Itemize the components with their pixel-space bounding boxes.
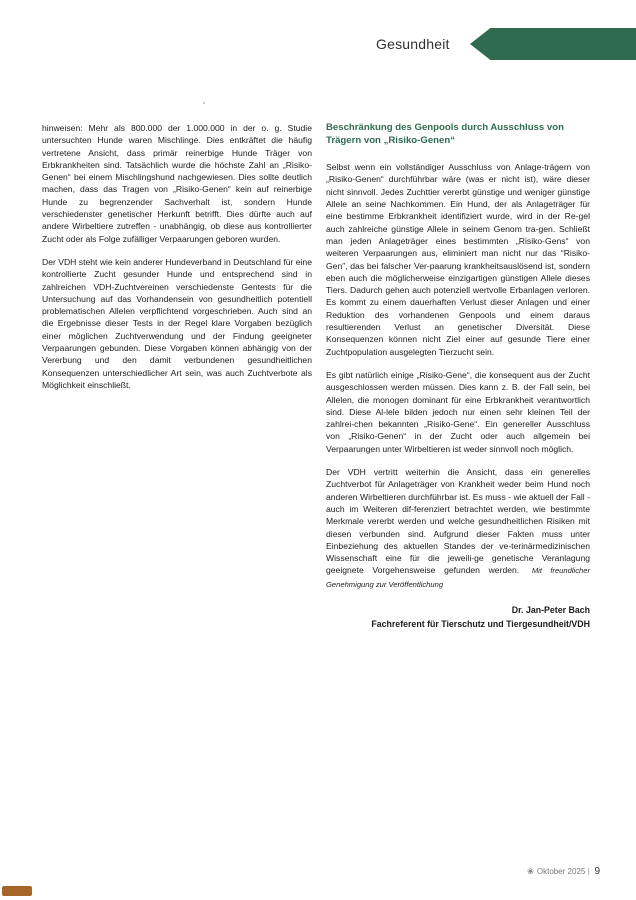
right-paragraph-3 bbox=[326, 466, 590, 591]
paw-icon: ❀ bbox=[527, 867, 534, 876]
section-header-band bbox=[470, 28, 636, 60]
author-block bbox=[326, 603, 590, 631]
right-column bbox=[326, 122, 590, 631]
author-role: Fachreferent für Tierschutz und Tiergesundheit/VDH bbox=[371, 618, 590, 629]
right-paragraph-2: Es gibt natürlich einige „Risiko-Gene“, die konsequent aus der Zucht ausgeschlossen werden müssen. Dies kann z. B. der Fall sein, bei Allelen, die monogen dominant für eine Erbkrankheit verantwortlich sind. Diese Al-lele bilden jedoch nur einen sehr kleinen Teil der zahlrei-chen bekannten „Risiko-Gene“. Ein genereller Ausschluss von „Risiko-Genen“ in der Zucht oder auch allgemein bei Verpaarungen unter Wirbeltieren ist weder sinnvoll noch möglich. bbox=[326, 369, 590, 454]
section-label: Gesundheit bbox=[376, 36, 450, 52]
left-column bbox=[42, 122, 312, 402]
publisher-logo bbox=[2, 886, 32, 896]
left-paragraph-1: hinweisen: Mehr als 800.000 der 1.000.000 in der o. g. Studie untersuchten Hunde waren Mischlinge. Dies entkräftet die häufig vertretene Ansicht, dass primär reinerbige Hunde Träger von Erbkrankheiten sind. Tatsächlich wurde die höchste Zahl an „Risiko-Genen“ bei einem Mischlingshund nachgewiesen. Dies sollte deutlich machen, dass das Tragen von „Risiko-Genen“ kein auf reinerbige Hunde zu begrenzender Sachverhalt ist, sondern Hunde verschiedenster genetischer Herkunft betrifft. Dies dürfte auch auf andere Wirbeltiere zutreffen - unabhängig, ob diese aus kontrollierter Zucht oder als Folge zufälliger Verpaarungen geboren wurden. bbox=[42, 123, 312, 244]
page-number: 9 bbox=[594, 866, 600, 877]
article-section-title: Beschränkung des Genpools durch Ausschluss von Trägern von „Risiko-Genen“ bbox=[326, 122, 564, 146]
left-paragraph-2: Der VDH steht wie kein anderer Hundeverband in Deutschland für eine kontrollierte Zucht gesunder Hunde und entsprechend sind in zahlreichen VDH-Zuchtvereinen verschiedenste Gentests für die Untersuchung auf das Vorhandensein von gesundheitlich potentiell problematischen Allelen verpflichtend vorgeschrieben. Auch sind an die Ergebnisse dieser Tests in der Regel klare Vorgaben bezüglich einer möglichen Zuchtverwendung und der Findung geeigneter Verpaarungen gebunden. Diese Vorgaben können abhängig von der Vererbung und den damit verbundenen gesundheitlichen Konsequenzen unterschiedlicher Art sein, was auch Zuchtverbote als Möglichkeit einschließt. bbox=[42, 256, 312, 390]
issue-date: Oktober 2025 bbox=[536, 867, 586, 876]
scan-speck bbox=[203, 102, 205, 104]
footer-separator: | bbox=[587, 867, 590, 876]
right-paragraph-3-text: Der VDH vertritt weiterhin die Ansicht, dass ein generelles Zuchtverbot für Anlageträger von Krankheit weder beim Hund noch anderen Wirbeltieren durchführbar ist. Es muss - wie aktuell der Fall - auch im Weiteren dif-ferenziert betrachtet werden, wie bestimmte Merkmale vererbt werden und welche gesundheitlichen Risiken mit diesen verbunden sind. Aufgrund dieser Fakten muss unter Einbeziehung des aktuellen Standes der ve-terinärmedizinischen Wissenschaft eine für die jeweili-ge genetische Veranlagung geeignete Vorgehensweise gefunden werden. bbox=[326, 467, 590, 576]
page-footer bbox=[527, 866, 600, 877]
author-name: Dr. Jan-Peter Bach bbox=[511, 604, 590, 615]
publication-credit: Mit freundlicher Genehmigung zur Veröffentlichung bbox=[326, 566, 590, 589]
right-paragraph-1: Selbst wenn ein vollständiger Ausschluss von Anlage-trägern von „Risiko-Genen“ durchführbar wäre (was er nicht ist), wäre dieser nicht sinnvoll. Jedes Zuchttier vererbt günstige und weniger günstige Allele an seine Nachkommen. Ein Hund, der als Anlageträger für eine bestimme Erbkrankheit identifiziert wurde, wird in der Re-gel auch zahlreiche günstige Allele in seinem Genom tra-gen. Schließt man jeden Anlageträger eines bestimmten „Risiko-Gens“ von weiteren Verpaarungen aus, eliminiert man nicht nur das “Risiko-Gen”, das bei falscher Ver-paarung krankheitsauslösend ist, sondern eben auch die möglicherweise einzigartigen günstigen Allele dieses Tiers. Dadurch gehen auch potenziell wertvolle Erbanlagen verloren. Es kommt zu einem dauerhaften Verlust dieser Anlagen und einer Reduktion des vorhandenen Genpools und einem daraus resultierenden Verlust an genetischer Diversität. Diese Konsequenzen können nicht Ziel einer auf gesunde Tiere einer Zuchtpopulation ausgelegten Tierzucht sein. bbox=[326, 162, 590, 357]
